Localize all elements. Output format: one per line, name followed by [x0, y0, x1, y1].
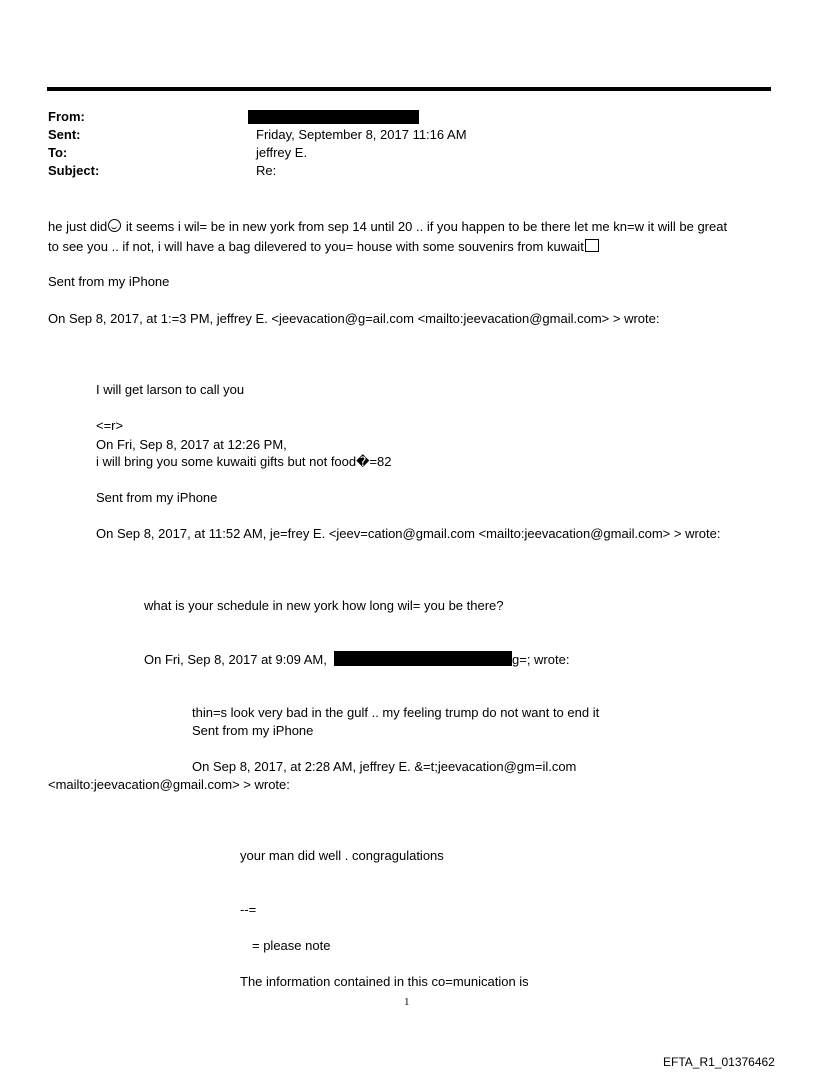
sent-label: Sent: — [48, 127, 81, 142]
body-line-2-text: to see you .. if not, i will have a bag dilevered to you= house with some souvenirs from kuwait — [48, 239, 584, 254]
quote-header-4a: On Fri, Sep 8, 2017 at 9:09 AM, — [144, 652, 327, 667]
quote-header-5b: <mailto:jeevacation@gmail.com> > wrote: — [48, 777, 290, 792]
sent-value: Friday, September 8, 2017 11:16 AM — [256, 127, 467, 142]
redacted-sender — [248, 110, 419, 124]
kuwaiti-gifts-line: i will bring you some kuwaiti gifts but not food�=82 — [96, 454, 392, 469]
quote-header-1: On Sep 8, 2017, at 1:=3 PM, jeffrey E. <jeevacation@g=ail.com <mailto:jeevacation@gmail.com> > wrote: — [48, 311, 660, 326]
subject-value: Re: — [256, 163, 277, 178]
sent-from-iphone-1: Sent from my iPhone — [48, 274, 170, 289]
subject-label: Subject: — [48, 163, 100, 178]
please-note: = please note — [252, 938, 331, 953]
document-id: EFTA_R1_01376462 — [663, 1055, 775, 1069]
smiley-emoji-icon — [108, 219, 121, 232]
from-label: From: — [48, 109, 85, 124]
quote-header-3: On Sep 8, 2017, at 11:52 AM, je=frey E. <jeev=cation@gmail.com <mailto:jeevacation@gmail.com> > wrote: — [96, 526, 721, 541]
gulf-line: thin=s look very bad in the gulf .. my feeling trump do not want to end it — [192, 705, 600, 720]
header-rule — [47, 87, 771, 91]
sent-from-iphone-3: Sent from my iPhone — [192, 723, 314, 738]
quote-header-5a: On Sep 8, 2017, at 2:28 AM, jeffrey E. &=t;jeevacation@gm=il.com — [192, 759, 577, 774]
quote-header-4b: g=; wrote: — [512, 652, 570, 667]
schedule-question: what is your schedule in new york how long wil= you be there? — [144, 598, 504, 613]
redacted-email — [334, 651, 512, 666]
sent-from-iphone-2: Sent from my iPhone — [96, 490, 218, 505]
body-line-2 — [48, 239, 599, 255]
body-line-1 — [48, 219, 727, 235]
reply-larson: I will get larson to call you — [96, 382, 245, 397]
to-value: jeffrey E. — [256, 145, 308, 160]
signature-dash: --= — [240, 902, 257, 917]
r-tag: <=r> — [96, 418, 124, 433]
your-man-line: your man did well . congragulations — [240, 848, 444, 863]
page-number: 1 — [404, 996, 410, 1008]
info-contained-line: The information contained in this co=munication is — [240, 974, 529, 989]
gift-emoji-icon — [585, 239, 599, 252]
body-line-1b: it seems i wil= be in new york from sep 14 until 20 .. if you happen to be there let me kn=w it will be great — [122, 219, 728, 234]
body-line-1a: he just did — [48, 219, 108, 234]
quote-header-2: On Fri, Sep 8, 2017 at 12:26 PM, — [96, 437, 287, 452]
to-label: To: — [48, 145, 68, 160]
